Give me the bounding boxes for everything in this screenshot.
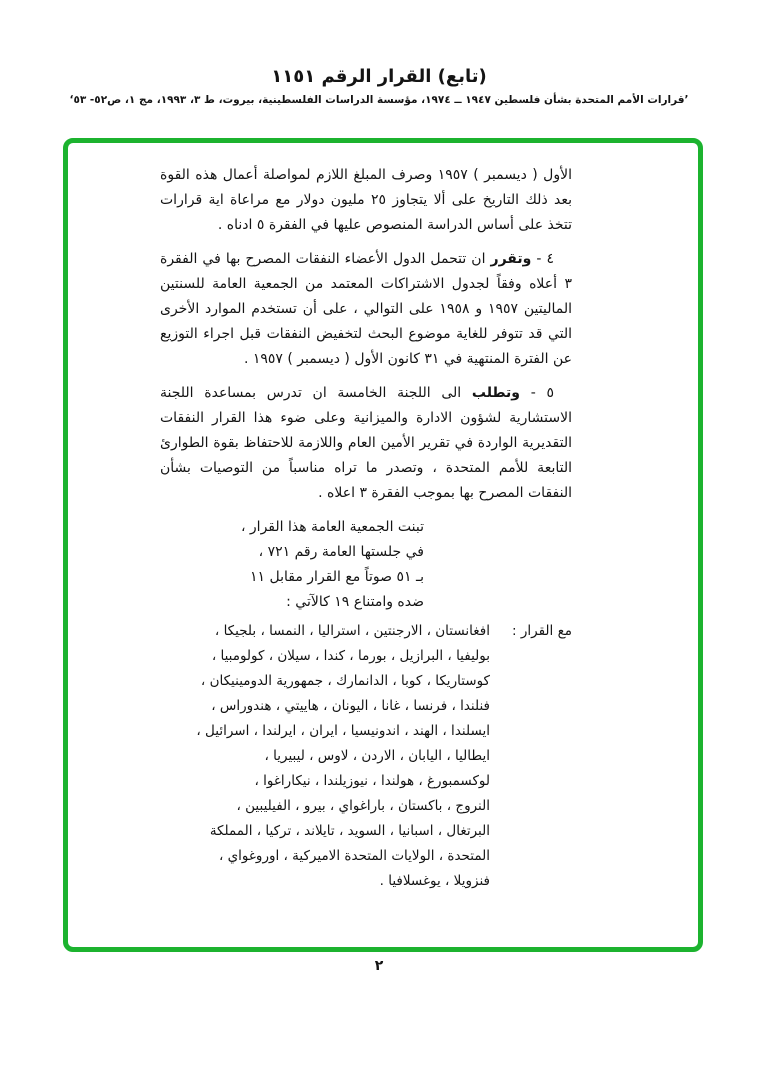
text-line: فنزويلا ، يوغسلافيا . [379, 873, 490, 889]
vote-label: مع القرار : [512, 623, 572, 639]
adoption-lines [160, 515, 572, 615]
text-line: النروج ، باكستان ، باراغواي ، بيرو ، الفيليبين ، [236, 798, 490, 814]
text-line: ايطاليا ، اليابان ، الاردن ، لاوس ، ليبيريا ، [264, 748, 490, 764]
text-line: المتحدة ، الولايات المتحدة الاميركية ، اوروغواي ، [218, 848, 490, 864]
text-segment: ٤ - [531, 251, 555, 267]
paragraphs [160, 163, 572, 506]
vote-country-list [160, 619, 490, 894]
text-line: ايسلندا ، الهند ، اندونيسيا ، ايران ، ايرلندا ، اسرائيل ، [196, 723, 490, 739]
bold-term: وتطلب [471, 385, 521, 401]
text-line: فنلندا ، فرنسا ، غانا ، اليونان ، هاييتي ، هندوراس ، [211, 698, 490, 714]
content-border-box [63, 138, 703, 952]
text-line: لوكسمبورغ ، هولندا ، نيوزيلندا ، نيكاراغوا ، [254, 773, 490, 789]
vote-block [160, 619, 572, 894]
text-line: في جلستها العامة رقم ٧٢١ ، [258, 544, 424, 560]
text-line: بـ ٥١ صوتاً مع القرار مقابل ١١ [250, 569, 424, 585]
source-citation: ’قرارات الأمم المتحدة بشأن فلسطين ١٩٤٧ ــ ١٩٧٤، مؤسسة الدراسات الفلسطينية، بيروت، ط ٣، ١٩٩٣، مج ١، ص٥٢- ٥٣‘ [69, 94, 689, 106]
page-title: (تابع) القرار الرقم ١١٥١ [271, 66, 487, 87]
paragraph [160, 163, 572, 238]
text-segment: ان تتحمل الدول الأعضاء النفقات المصرح بها في الفقرة ٣ أعلاه وفقاً لجدول الاشتراكات المعتمد من الجمعية العامة للسنتين الماليتين ١٩٥٧ و ١٩٥٨ على التوالي ، على أن تستخدم الموارد الأخرى التي قد تتوفر للغاية موضوع البحث لتخفيض النفقات قبل اجراء التوزيع عن الفترة المنتهية في ٣١ كانون الأول ( ديسمبر ) ١٩٥٧ . [160, 251, 572, 367]
bold-term: وتقرر [490, 251, 532, 267]
page-number: ٢ [374, 958, 384, 974]
resolution-text [68, 143, 698, 894]
paragraph [160, 381, 572, 506]
text-line: بوليفيا ، البرازيل ، بورما ، كندا ، سيلان ، كولومبيا ، [211, 648, 490, 664]
text-line: ضده وامتناع ١٩ كالآتي : [286, 594, 424, 610]
text-line: البرتغال ، اسبانيا ، السويد ، تايلاند ، تركيا ، المملكة [209, 823, 490, 839]
text-segment: ٥ - [520, 385, 555, 401]
text-line: كوستاريكا ، كوبا ، الدانمارك ، جمهورية الدومينيكان ، [200, 673, 490, 689]
paragraph [160, 247, 572, 372]
text-segment: الأول ( ديسمبر ) ١٩٥٧ وصرف المبلغ اللازم لمواصلة أعمال هذه القوة بعد ذلك التاريخ على ألا يتجاوز ٢٥ مليون دولار مع مراعاة اية قرارات تتخذ على أساس الدراسة المنصوص عليها في الفقرة ٥ ادناه . [160, 167, 572, 233]
text-line: افغانستان ، الارجنتين ، استراليا ، النمسا ، بلجيكا ، [214, 623, 490, 639]
text-line: تبنت الجمعية العامة هذا القرار ، [240, 519, 424, 535]
text-segment: الى اللجنة الخامسة ان تدرس بمساعدة اللجنة الاستشارية لشؤون الادارة والميزانية وعلى ضوء هذا القرار النفقات التقديرية الواردة في تقرير الأمين العام واللازمة للاحتفاظ بقوة الطوارئ التابعة للأمم المتحدة ، وتصدر ما تراه مناسباً من التوصيات بشأن النفقات المصرح بها بموجب الفقرة ٣ اعلاه . [160, 385, 572, 501]
